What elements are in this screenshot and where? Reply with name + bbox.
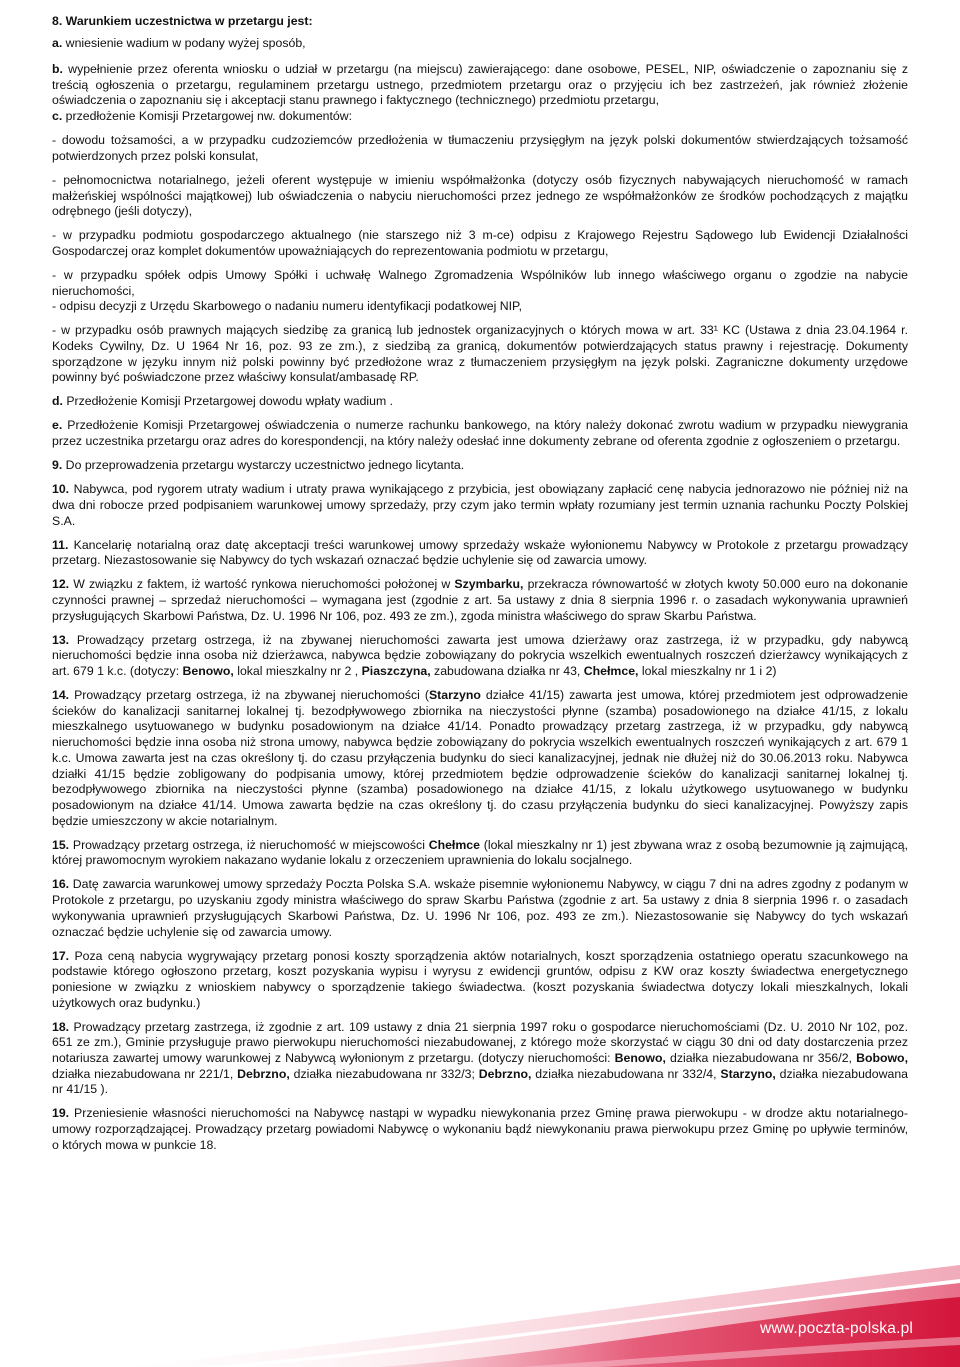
point-16-text: Datę zawarcia warunkowej umowy sprzedaży Poczta Polska S.A. wskaże pisemnie wyłonionemu Nabywcy, w ciągu 7 dni na adres zgodny z podanym w Protokole z przetargu, po uzyskaniu zgody ministra właściwego do spraw Skarbu Państwa (zgodnie z art. 5a ustawy z dnia 8 sierpnia 1996 r. o zasadach wykonywania uprawnień przysługujących Skarbowi Państwa, Dz. U. 1996 Nr 106, poz. 493 ze zm.). Niezastosowanie się Nabywcy do tych wskazań oznaczać będzie uchylenie się od zawarcia umowy.	[52, 877, 908, 939]
point-13-place: Chełmce,	[583, 664, 639, 679]
item-a-text: wniesienie wadium w podany wyżej sposób,	[62, 36, 306, 50]
point-9-text: Do przeprowadzenia przetargu wystarczy uczestnictwo jednego licytanta.	[62, 458, 465, 473]
point-18-number: 18.	[52, 1019, 70, 1034]
point-13-place: Benowo,	[182, 664, 234, 679]
point-18-text: działka niezabudowana nr 332/3;	[289, 1066, 479, 1081]
point-19	[52, 1106, 908, 1153]
item-d-text: Przedłożenie Komisji Przetargowej dowodu wpłaty wadium .	[62, 394, 394, 409]
point-13-text: zabudowana działka nr 43,	[430, 664, 584, 679]
point-9	[52, 458, 908, 474]
point-18-place: Debrzno,	[237, 1066, 290, 1081]
point-12-text: przekracza równowartość w złotych kwoty 50.000 euro na dokonanie czynności prawnej – sprzedaż nieruchomości – wymagana jest (zgodnie z art. 5a ustawy z dnia 8 sierpnia 1996 r. o zasadach wykonywania uprawnień przysługujących Skarbowi Państwa, Dz. U. 1996 Nr 106, poz. 493 ze zm.), zgoda ministra właściwego do spraw Skarbu Państwa.	[52, 577, 908, 623]
point-18	[52, 1020, 908, 1099]
point-11	[52, 538, 908, 569]
point-18-text: działka niezabudowana nr 356/2,	[665, 1051, 857, 1066]
point-12	[52, 577, 908, 624]
point-14	[52, 688, 908, 829]
item-a	[52, 36, 908, 52]
point-13-number: 13.	[52, 632, 70, 647]
point-17-number: 17.	[52, 948, 70, 963]
point-12-number: 12.	[52, 577, 70, 592]
point-12-text: W związku z faktem, iż wartość rynkowa nieruchomości położonej w	[69, 577, 455, 592]
point-10-text: Nabywca, pod rygorem utraty wadium i utraty prawa wynikającego z przybicia, jest obowiązany zapłacić cenę nabycia jednorazowo nie później niż na dwa dni robocze przed podpisaniem warunkowej umowy sprzedaży, przy czym jako termin wpłaty rozumiany jest termin uznania rachunku Poczty Polskiej S.A.	[52, 482, 908, 528]
point-18-place: Debrzno,	[478, 1066, 532, 1081]
document-requirement-power-of-attorney: - pełnomocnictwa notarialnego, jeżeli oferent występuje w imieniu współmałżonka (dotyczy osób fizycznych nabywających nieruchomość w ramach małżeńskiej wspólności majątkowej) lub oświadczenia o nabyciu nieruchomości przez jednego ze współmałżonków ze środków pochodzących z majątku odrębnego (jeśli dotyczy),	[52, 172, 908, 219]
item-d-marker: d.	[52, 394, 63, 409]
point-13-text: lokal mieszkalny nr 1 i 2)	[638, 664, 777, 679]
document-body	[52, 14, 908, 1162]
point-18-place: Starzyno,	[720, 1066, 776, 1081]
document-requirement-tax-decision: - odpisu decyzji z Urzędu Skarbowego o nadaniu numeru identyfikacji podatkowej NIP,	[52, 299, 523, 314]
point-9-number: 9.	[52, 458, 63, 473]
point-10-number: 10.	[52, 482, 70, 497]
item-c-text: przedłożenie Komisji Przetargowej nw. dokumentów:	[62, 109, 353, 124]
point-15	[52, 838, 908, 869]
point-17-text: Poza ceną nabycia wygrywający przetarg ponosi koszty sporządzenia aktów notarialnych, koszt sporządzenia ostatniego operatu szacunkowego na podstawie którego ogłoszono przetarg, koszt pozyskania wypisu i wyrysu z ewidencji gruntów, odpisu z KW oraz koszty świadectwa energetycznego poniesione w związku z wnioskiem nabywcy o sporządzenie takiego świadectwa. (koszt pozyskania świadectwa dotyczy lokali mieszkalnych, lokali użytkowych oraz budynku.)	[52, 948, 908, 1010]
point-13-text: Prowadzący przetarg ostrzega, iż na zbywanej nieruchomości zawarta jest umowa dzierżawy oraz zastrzega, iż w przypadku, gdy nabywcą nieruchomości będzie inna osoba niż dzierżawca, nabywca będzie zobowiązany do pokrycia wszelkich ewentualnych roszczeń dzierżawcy wynikających z art. 679 1 k.c. (dotyczy:	[52, 632, 908, 679]
point-16-number: 16.	[52, 877, 70, 892]
point-18-text: działka niezabudowana nr 332/4,	[531, 1066, 721, 1081]
item-c-marker: c.	[52, 109, 63, 124]
point-13-text: lokal mieszkalny nr 2 ,	[233, 664, 362, 679]
point-14-text: działce 41/15) zawarta jest umowa, której przedmiotem jest odprowadzenie ścieków do kanalizacji sanitarnej lokalnej tj. bezodpływowego zbiornika na nieczystości płynne (szamba) posadowionego na działce 41/15, z lokalu mieszkalnego usytuowanego w budynku posadowionym na działce 41/14. Ponadto prowadzący przetarg zastrzega, iż w przypadku, gdy nabywcą nieruchomości będzie inna osoba niż strona umowy, nabywca będzie zobowiązany do pokrycia wszelkich ewentualnych roszczeń wynikających z art. 679 1 k.c. Umowa zawarta jest na czas określony tj. do czasu przyłączenia budynku do sieci kanalizacyjnej, jednak nie dłużej niż do 30.06.2013 roku. Nabywca działki 41/15 będzie zobligowany do podpisania umowy, której przedmiotem będzie odprowadzenie ścieków do kanalizacji sanitarnej lokalnej tj. bezodpływowego zbiornika na nieczystości płynne (szamba) posadowionego na działce 41/15, z lokalu użytkowego usytuowanego w budynku posadowionym na działce 41/14. Umowa zawarta będzie na czas określony tj. do czasu przyłączenia budynku do sieci kanalizacyjnej. Powyższy zapis będzie umieszczony w akcie notarialnym.	[52, 688, 908, 828]
point-13-place: Piaszczyna,	[361, 664, 431, 679]
point-19-text: Przeniesienie własności nieruchomości na Nabywcę nastąpi w wypadku niewykonania przez Gminę prawa pierwokupu - w drodze aktu notarialnego- umowy rozporządzającej. Prowadzący przetarg powiadomi Nabywcę o wykonaniu bądź niewykonaniu prawa pierwokupu przez Gminę po upływie terminów, o których mowa w punkcie 18.	[52, 1106, 908, 1152]
item-b-text: wypełnienie przez oferenta wniosku o udział w przetargu (na miejscu) zawierającego: dane osobowe, PESEL, NIP, oświadczenie o zapoznaniu się z treścią ogłoszenia o przetargu, regulaminem przetargu ustnego, przedmiotem przetargu oraz o przyjęciu ich bez zastrzeżeń, jak również złożenie oświadczenia o zapoznaniu się i akceptacji stanu prawnego i faktycznego (technicznego) przedmiotu przetargu,	[52, 62, 908, 108]
point-15-number: 15.	[52, 837, 70, 852]
item-e	[52, 418, 908, 449]
point-15-place: Chełmce	[428, 837, 480, 852]
point-18-text: działka niezabudowana nr 221/1,	[52, 1066, 238, 1081]
footer-wave-graphic	[0, 1257, 960, 1367]
point-16	[52, 877, 908, 940]
point-18-text: Prowadzący przetarg zastrzega, iż zgodnie z art. 109 ustawy z dnia 21 sierpnia 1997 roku o gospodarce nieruchomościami (Dz. U. 2010 Nr 102, poz. 651 ze zm.), Gminie przysługuje prawo pierwokupu nieruchomości niezabudowanej, z którego może skorzystać w ciągu 30 dni od daty dostarczenia przez notariusza zawartej umowy warunkowej z Nabywcą wyłonionym z przetargu. (dotyczy nieruchomości:	[52, 1019, 908, 1066]
item-c	[52, 109, 908, 125]
point-14-number: 14.	[52, 688, 70, 703]
point-18-place: Benowo,	[614, 1051, 666, 1066]
document-requirement-identity: - dowodu tożsamości, a w przypadku cudzoziemców przedłożenia w tłumaczeniu przysięgłym na język polski dokumentów stwierdzających tożsamość potwierdzonych przez polski konsulat,	[52, 133, 908, 163]
point-15-text: (lokal mieszkalny nr 1) jest zbywana wraz z osobą bezumownie ją zajmującą, której prawomocnym wyrokiem nakazano wydanie lokalu z orzeczeniem uprawnienia do lokalu socjalnego.	[52, 837, 908, 868]
point-14-place: Starzyno	[428, 688, 481, 703]
item-d	[52, 394, 908, 410]
point-18-place: Bobowo,	[856, 1051, 908, 1066]
item-e-text: Przedłożenie Komisji Przetargowej oświadczenia o numerze rachunku bankowego, na który należy dokonać zwrotu wadium w przypadku niewygrania przez uczestnika przetargu oraz adres do korespondencji, na który należy odesłać inne dokumenty zebrane od oferenta zgodnie z ogłoszeniem o przetargu.	[52, 418, 908, 449]
item-e-marker: e.	[52, 418, 63, 433]
document-requirement-company-agreement: - w przypadku spółek odpis Umowy Spółki i uchwałę Walnego Zgromadzenia Wspólników lub innego właściwego organu o zgodzie na nabycie nieruchomości,	[52, 267, 908, 298]
document-requirement-business-register: - w przypadku podmiotu gospodarczego aktualnego (nie starszego niż 3 m-ce) odpisu z Krajowego Rejestru Sądowego lub Ewidencji Działalności Gospodarczej oraz komplet dokumentów upoważniających do reprezentowania podmiotu w przetargu,	[52, 228, 908, 258]
point-14-text: Prowadzący przetarg ostrzega, iż na zbywanej nieruchomości (	[69, 688, 429, 703]
point-11-number: 11.	[52, 537, 69, 552]
point-18-text: działka niezabudowana nr 41/15 ).	[52, 1066, 908, 1097]
item-b	[52, 62, 908, 109]
item-a-marker: a.	[52, 36, 63, 50]
document-requirement-foreign-entities: - w przypadku osób prawnych mających siedzibę za granicą lub jednostek organizacyjnych o których mowa w art. 33¹ KC (Ustawa z dnia 23.04.1964 r. Kodeks Cywilny, Dz. U 1964 Nr 16, poz. 93 ze zm.), z siedzibą za granicą, dokumentów potwierdzających status prawny i rejestrację. Dokumenty sporządzone w języku innym niż polski powinny być przedłożone wraz z tłumaczeniem przysięgłym na język polski. Zagraniczne dokumenty urzędowe powinny być poświadczone przez właściwy konsulat/ambasadę RP.	[52, 323, 908, 385]
point-15-text: Prowadzący przetarg ostrzega, iż nieruchomość w miejscowości	[69, 837, 429, 852]
point-12-place: Szymbarku,	[454, 577, 524, 592]
section-8-heading: 8. Warunkiem uczestnictwa w przetargu jest:	[52, 14, 313, 28]
point-10	[52, 482, 908, 529]
point-13	[52, 633, 908, 680]
item-b-marker: b.	[52, 62, 63, 76]
footer-website-url: www.poczta-polska.pl	[760, 1320, 914, 1337]
point-17	[52, 949, 908, 1012]
point-19-number: 19.	[52, 1106, 70, 1121]
point-11-text: Kancelarię notarialną oraz datę akceptacji treści warunkowej umowy sprzedaży wskaże wyłonionemu Nabywcy w Protokole z przetargu prowadzący przetarg. Niezastosowanie się Nabywcy do tych wskazań oznaczać będzie uchylenie się od zawarcia umowy.	[52, 537, 908, 568]
